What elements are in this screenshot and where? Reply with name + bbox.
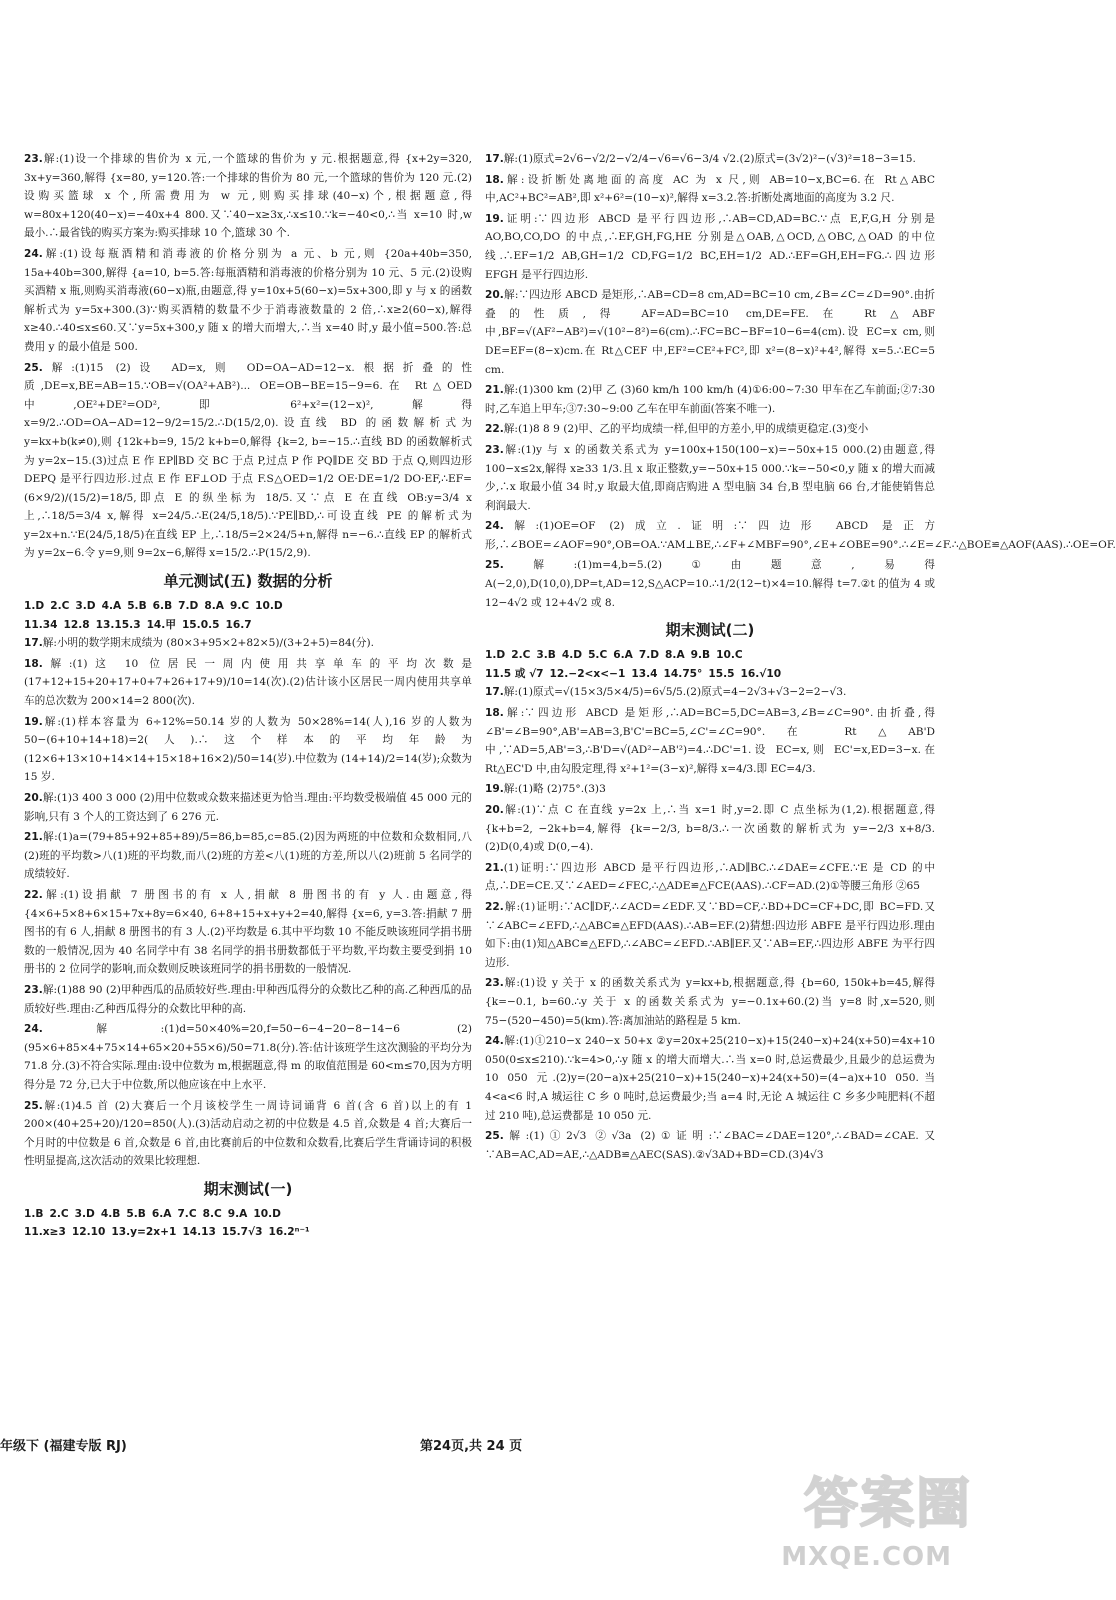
answer-item [24, 1020, 472, 1094]
short-answer: 15.5 [708, 667, 735, 680]
answer-text: 解:(1)OE=OF (2)成立.证明:∵四边形 ABCD 是正方形,∴∠BOE=∠AOF=90°,OB=OA.∵AM⊥BE,∴∠F+∠MBF=90°,∠E+∠OBE=90°.∴∠E=∠F.∴△BOE≌△AOF(AAS).∴OE=OF. [485, 520, 1116, 551]
answer-item [24, 634, 472, 653]
answer-text: 解:(1)300 km (2)甲 乙 (3)60 km/h 100 km/h (4)①6:00~7:30 甲车在乙车前面;②7:30 时,乙车追上甲车;③7:30~9:00 乙车在甲车前面(答案不唯一). [485, 384, 935, 415]
answer-item [485, 420, 935, 439]
watermark-url: MXQE.COM [781, 1542, 952, 1572]
short-answer: 3.D [74, 1207, 95, 1220]
answer-item [485, 556, 935, 612]
watermark-logo-mark: 答案圈 [804, 1472, 972, 1535]
final1-fill-answers [24, 1223, 472, 1242]
left-column [24, 150, 472, 1242]
answer-item [485, 150, 935, 169]
short-answer: 16.√10 [740, 667, 782, 680]
short-answer: 1.D [24, 600, 45, 613]
unit5-choice-answers [24, 597, 472, 616]
answer-number: 24. [24, 1023, 43, 1036]
short-answer: 5.B [126, 1207, 146, 1220]
footer-page-number: 第24页,共 24 页 [420, 1439, 523, 1454]
answer-item [485, 704, 935, 778]
short-answer: 6.B [152, 600, 173, 613]
right-answers-block-2 [485, 683, 935, 1164]
short-answer: 8.A [204, 600, 224, 613]
short-answer: 8.C [202, 1207, 222, 1220]
answer-item [24, 789, 472, 826]
short-answer: 11.x≥3 [24, 1226, 66, 1239]
short-answer: 16.7 [225, 618, 252, 631]
answer-text: 解:(1)样本容量为 6÷12%=50.14 岁的人数为 50×28%=14(人),16 岁的人数为 50−(6+10+14+18)=2(人).∴这个样本的平均年龄为 (12×6+13×10+14×14+15×18+16×2)/50=14(岁).中位数为 (14+14)/2=14(岁);众数为 15 岁. [24, 715, 472, 784]
short-answer: 9.C [229, 600, 250, 613]
short-answer: 14.75° [663, 667, 703, 680]
short-answer: 3.D [75, 600, 96, 613]
short-answer: 8.A [665, 649, 685, 662]
answer-text: (1)证明:∵四边形 ABCD 是平行四边形,∴AD∥BC.∴∠DAE=∠CFE.∵E 是 CD 的中点,∴DE=CE.又∵∠AED=∠FEC,∴△ADE≌△FCE(AAS).∴CF=AD.(2)①等腰三角形 ②65 [485, 861, 935, 893]
answer-item [485, 1127, 935, 1164]
answer-item [485, 974, 935, 1030]
answer-number: 19. [24, 715, 43, 728]
short-answer: 5.B [127, 600, 147, 613]
answer-text: 解:∵四边形 ABCD 是矩形,∴AB=CD=8 cm,AD=BC=10 cm,∠B=∠C=∠D=90°.由折叠的性质,得 AF=AD=BC=10 cm,DE=FE.在 Rt△ABF 中,BF=√(AF²−AB²)=√(10²−8²)=6(cm).∴FC=BC−BF=10−6=4(cm).设 EC=x cm,则 DE=EF=(8−x)cm.在 Rt△CEF 中,EF²=CE²+FC²,即 x²=(8−x)²+4²,解得 x=5.∴EC=5 cm. [485, 289, 935, 376]
left-answers-block-1 [24, 150, 472, 563]
answer-text: 解:(1)设捐献 7 册图书的有 x 人,捐献 8 册图书的有 y 人.由题意,得 {4×6+5×8+6×15+7x+8y=6×40, 6+8+15+x+y+2=40,解得 {x=6, y=3.答:捐献 7 册图书的有 6 人,捐献 8 册图书的有 3 人.(2)平均数是 6.其中平均数 10 不能反映该班同学捐书册数的一般情况,因为 40 名同学中有 38 名同学的捐书册数都低于平均数,平均数主要受到捐 10 册书的 2 位同学的影响,而众数则反映该班同学的捐书册数的一般情况. [24, 888, 472, 976]
answer-text: 解:小明的数学期末成绩为 (80×3+95×2+82×5)/(3+2+5)=84(分). [42, 637, 374, 650]
page-footer [0, 1435, 1000, 1459]
answer-text: 解:(1)证明:∵AC∥DF,∴∠ACD=∠EDF.又∵BD=CF,∴BD+DC=CF+DC,即 BC=FD.又∵∠ABC=∠EFD,∴△ABC≌△EFD(AAS).∴AB=EF.(2)猜想:四边形 ABFE 是平行四边形.理由如下:由(1)知△ABC≌△EFD,∴∠ABC=∠EFD.∴AB∥EF.又∵AB=EF,∴四边形 ABFE 为平行四边形. [485, 900, 935, 969]
answer-item [24, 1097, 472, 1171]
answer-number: 17. [485, 686, 504, 699]
left-answers-block-2 [24, 634, 472, 1171]
answer-text: 解:(1)m=4,b=5.(2)①由题意,易得 A(−2,0),D(10,0),DP=t,AD=12,S△ACP=10.∴1/2(12−t)×4=10.解得 t=7.②t 的值为 4 或 12−4√2 或 12+4√2 或 8. [485, 559, 935, 609]
answer-number: 23. [24, 983, 43, 996]
answer-number: 19. [485, 783, 504, 796]
answer-number: 25. [485, 559, 504, 572]
short-answer: 14.13 [182, 1226, 216, 1239]
short-answer: 14.甲 [146, 618, 176, 631]
answer-text: 解:(1)8 8 9 (2)甲、乙的平均成绩一样,但甲的方差小,甲的成绩更稳定.(3)变小 [503, 423, 869, 436]
short-answer: 6.A [151, 1207, 172, 1220]
answer-text: 解:(1)原式=2√6−√2/2−√2/4−√6=√6−3/4 √2.(2)原式=(3√2)²−(√3)²=18−3=15. [503, 153, 916, 165]
answer-text: 解:(1)3 400 3 000 (2)用中位数或众数来描述更为恰当.理由:平均数受极端值 45 000 元的影响,只有 3 个人的工资达到了 6 276 元. [24, 792, 472, 823]
short-answer: 7.D [178, 600, 199, 613]
short-answer: 11.34 [24, 618, 58, 631]
answer-item [485, 210, 935, 284]
short-answer: 4.D [561, 649, 583, 662]
answer-text: 解:(1)15 (2)设 AD=x,则 OD=OA−AD=12−x.根据折叠的性质,DE=x,BE=AB=15.∵OB=√(OA²+AB²)... OE=OB−BE=15−9=6.在 Rt△OED 中,OE²+DE²=OD²,即 6²+x²=(12−x)²,解得 x=9/2.∴OD=OA−AD=12−9/2=15/2.∴D(15/2,0).设直线 BD 的函数解析式为 y=kx+b(k≠0),则 {12k+b=9, 15/2 k+b=0,解得 {k=2, b=−15.∴直线 BD 的函数解析式为 y=2x−15.(3)过点 E 作 EP∥BD 交 BC 于点 P,过点 P 作 PQ∥DE 交 BD 于点 Q,则四边形 DEPQ 是平行四边形.过点 E 作 EF⊥OD 于点 F.S△OED=1/2 OE·DE=1/2 DO·EF,∴EF=(6×9/2)/(15/2)=18/5,即点 E 的纵坐标为 18/5.又∵点 E 在直线 OB:y=3/4 x 上,∴18/5=3/4 x,解得 x=24/5.∴E(24/5,18/5).∵PE∥BD,∴可设直线 PE 的解析式为 y=2x+n.∵E(24/5,18/5)在直线 EP 上,∴18/5=2×24/5+n,解得 n=−6.∴直线 EP 的解析式为 y=2x−6.令 y=9,则 9=2x−6,解得 x=15/2.∴P(15/2,9). [24, 361, 472, 560]
answer-item [485, 286, 935, 379]
short-answer: 3.B [536, 649, 556, 662]
answer-item [485, 517, 1116, 554]
answer-number: 18. [485, 707, 504, 720]
answer-text: 解:(1)①210−x 240−x 50+x ②y=20x+25(210−x)+15(240−x)+24(x+50)=4x+10 050(0≤x≤210).∵k=4>0,∴y 随 x 的增大而增大.∴当 x=0 时,总运费最少,且最少的总运费为 10 050 元.(2)y=(20−a)x+25(210−x)+15(240−x)+24(x+50)=(4−a)x+10 050.当 4<a<6 时,A 城运往 C 乡 0 吨时,总运费最少;当 a=4 时,无论 A 城运往 C 乡多少吨肥料(不超过 210 吨),总运费都是 10 050 元. [485, 1035, 935, 1122]
answer-text: 解:(1)a=(79+85+92+85+89)/5=86,b=85,c=85.(2)因为两班的中位数和众数相同,八(2)班的平均数>八(1)班的平均数,而八(2)班的方差<八(1)班的方差,所以八(2)班前 5 名同学的成绩较好. [24, 831, 472, 881]
answer-number: 21. [485, 384, 504, 397]
answer-item [24, 245, 472, 357]
short-answer: 5.C [588, 649, 608, 662]
answer-text: 解:(1)设每瓶酒精和消毒液的价格分别为 a 元、b 元,则 {20a+40b=350, 15a+40b=300,解得 {a=10, b=5.答:每瓶酒精和消毒液的价格分别为 10 元、5 元.(2)设购买酒精 x 瓶,则购买消毒液(60−x)瓶,由题意,得 y=10x+5(60−x)=5x+300,即 y 与 x 的函数解析式为 y=5x+300.(3)∵购买酒精的数量不少于消毒液数量的 2 倍,∴x≥2(60−x),解得 x≥40.∴40≤x≤60.又∵y=5x+300,y 随 x 的增大而增大,∴当 x=40 时,y 最小值=500.答:总费用 y 的最小值是 500. [24, 247, 472, 353]
answer-number: 20. [485, 289, 504, 302]
answer-text: 解:(1)略 (2)75°.(3)3 [503, 783, 606, 796]
answer-text: 解:(1)∵点 C 在直线 y=2x 上,∴当 x=1 时,y=2.即 C 点坐标为(1,2).根据题意,得 {k+b=2, −2k+b=4,解得 {k=−2/3, b=8/3.∴一次函数的解析式为 y=−2/3 x+8/3.(2)D(0,4)或 D(0,−4). [485, 804, 935, 854]
short-answer: 10.D [255, 600, 283, 613]
answer-number: 23. [485, 443, 504, 456]
short-answer: 7.D [638, 649, 660, 662]
answer-number: 25. [24, 1099, 43, 1112]
short-answer: 10.D [253, 1207, 281, 1220]
answer-item [485, 859, 935, 896]
answer-text: 解:(1)这 10 位居民一周内使用共享单车的平均次数是 (17+12+15+20+17+0+7+26+17+9)/10=14(次).(2)估计该小区居民一周内使用共享单车的总次数为 200×14=2 800(次). [24, 657, 472, 708]
short-answer: 1.B [24, 1207, 44, 1220]
answer-item [24, 655, 472, 711]
answer-text: 解:(1)y 与 x 的函数关系式为 y=100x+150(100−x)=−50x+15 000.(2)由题意,得 100−x≤2x,解得 x≥33 1/3.且 x 取正整数,y=−50x+15 000.∵k=−50<0,y 随 x 的增大而减少,∴x 取最小值 34 时,y 取最大值,即商店购进 A 型电脑 34 台,B 型电脑 66 台,才能使销售总利润最大. [485, 443, 935, 512]
answer-text: 解:(1)①2√3 ②√3a (2)①证明:∵∠BAC=∠DAE=120°,∴∠BAD=∠CAE.又∵AB=AC,AD=AE,∴△ADB≌△AEC(SAS).②√3AD+BD=CD.(3)4√3 [485, 1130, 935, 1161]
answer-text: 解:(1)设一个排球的售价为 x 元,一个篮球的售价为 y 元.根据题意,得 {x+2y=320, 3x+y=360,解得 {x=80, y=120.答:一个排球的售价为 80 元,一个篮球的售价为 120 元.(2)设购买篮球 x 个,所需费用为 w 元,则购买排球(40−x)个,根据题意,得 w=80x+120(40−x)=−40x+4 800.又∵40−x≥3x,∴x≤10.∵k=−40<0,∴当 x=10 时,w 最小.∴最省钱的购买方案为:购买排球 10 个,篮球 30 个. [24, 153, 472, 240]
answer-number: 24. [485, 520, 504, 533]
answer-item [485, 780, 935, 799]
answer-number: 21. [485, 861, 504, 874]
short-answer: 12.−2<x<−1 [549, 667, 626, 680]
answer-number: 22. [485, 900, 504, 913]
section-title-final1: 期末测试(一) [203, 1179, 293, 1198]
answer-number: 25. [24, 361, 43, 374]
short-answer: 2.C [511, 649, 531, 662]
answer-number: 25. [485, 1130, 504, 1143]
footer-grade-edition: 年级下 (福建专版 RJ) [0, 1439, 127, 1454]
answer-text: 解:(1)88 90 (2)甲种西瓜的品质较好些.理由:甲种西瓜得分的众数比乙种的高.乙种西瓜的品质较好些.理由:乙种西瓜得分的众数比甲种的高. [24, 983, 472, 1015]
answer-number: 19. [485, 212, 504, 225]
answer-item [24, 981, 472, 1018]
answer-item [485, 171, 935, 208]
answer-number: 23. [485, 977, 504, 990]
answer-text: 解:设折断处离地面的高度 AC 为 x 尺,则 AB=10−x,BC=6.在 Rt△ABC 中,AC²+BC²=AB²,即 x²+6²=(10−x)²,解得 x=3.2.答:折断处离地面的高度为 3.2 尺. [485, 173, 935, 205]
answer-number: 18. [485, 173, 504, 186]
short-answer: 4.B [100, 1207, 121, 1220]
answer-number: 17. [24, 637, 43, 650]
answer-item [485, 441, 935, 515]
right-column [485, 150, 1116, 1166]
answer-text: 解:∵四边形 ABCD 是矩形,∴AD=BC=5,DC=AB=3,∠B=∠C=90°.由折叠,得∠B'=∠B=90°,AB'=AB=3,B'C'=BC=5,∠C'=∠C=90°.在 Rt△AB'D 中,∵AD=5,AB'=3,∴B'D=√(AD²−AB'²)=4.∴DC'=1.设 EC=x,则 EC'=x,ED=3−x.在 Rt△EC'D 中,由勾股定理,得 x²+1²=(3−x)²,解得 x=4/3.即 EC=4/3. [485, 707, 935, 775]
short-answer: 10.C [716, 649, 743, 662]
short-answer: 11.5 或 √7 [485, 667, 544, 680]
answer-number: 22. [24, 888, 43, 901]
answer-number: 24. [24, 247, 43, 260]
answer-item [485, 898, 935, 972]
answer-number: 21. [24, 831, 43, 844]
answer-item [485, 1032, 935, 1125]
answer-item [485, 801, 935, 857]
final1-choice-answers [24, 1205, 472, 1224]
answer-number: 20. [24, 792, 43, 804]
short-answer: 12.8 [63, 618, 90, 631]
answer-number: 18. [24, 657, 43, 670]
final2-choice-answers [485, 646, 935, 665]
short-answer: 15.0.5 [181, 618, 220, 631]
short-answer: 13.y=2x+1 [111, 1226, 177, 1239]
short-answer: 13.4 [631, 667, 658, 680]
final2-fill-answers [485, 665, 935, 684]
short-answer: 9.A [227, 1207, 248, 1220]
answer-item [24, 713, 472, 787]
short-answer: 6.A [613, 649, 633, 662]
watermark-logo [762, 1462, 982, 1572]
answer-text: 解:(1)d=50×40%=20,f=50−6−4−20−8−14−6 (2)(95×6+85×4+75×14+65×20+55×6)/50=71.8(分).答:估计该班学生这次测验的平均分为 71.8 分.(3)不符合实际.理由:设中位数为 m,根据题意,得 m 的取值范围是 60<m≤70,因为方明得分是 72 分,已大于中位数,所以他应该在中上水平. [24, 1023, 472, 1091]
short-answer: 12.10 [71, 1226, 106, 1239]
unit5-fill-answers [24, 616, 472, 635]
answer-number: 24. [485, 1035, 504, 1048]
section-title-final2: 期末测试(二) [665, 621, 755, 640]
short-answer: 13.15.3 [95, 618, 141, 631]
answer-text: 解:(1)4.5 首 (2)大赛后一个月该校学生一周诗词诵背 6 首(含 6 首)以上的有 1 200×(40+25+20)/120=850(人).(3)活动启动之初的中位数是 4.5 首,众数是 4 首;大赛后一个月时的中位数是 6 首,众数是 6 首,由比赛前后的中位数和众数看,比赛后学生背诵诗词的积极性明显提高,这次活动的效果比较理想. [24, 1099, 472, 1168]
answer-item [24, 886, 472, 979]
short-answer: 15.7√3 [221, 1226, 263, 1239]
answer-item [485, 683, 935, 702]
short-answer: 2.C [50, 600, 70, 613]
answer-number: 23. [24, 153, 43, 165]
short-answer: 16.2ⁿ⁻¹ [268, 1226, 310, 1239]
answer-item [24, 359, 472, 564]
answer-text: 解:(1)设 y 关于 x 的函数关系式为 y=kx+b,根据题意,得 {b=60, 150k+b=45,解得 {k=−0.1, b=60.∴y 关于 x 的函数关系式为 y=−0.1x+60.(2)当 y=8 时,x=520,则 75−(520−450)=5(km).答:离加油站的路程是 5 km. [485, 977, 935, 1027]
short-answer: 2.C [49, 1207, 69, 1220]
short-answer: 1.D [485, 649, 506, 662]
answer-item [24, 828, 472, 884]
answer-item [485, 381, 935, 418]
short-answer: 4.A [101, 600, 122, 613]
answer-text: 解:(1)原式=√(15×3/5×4/5)=6√5/5.(2)原式=4−2√3+√3−2=2−√3. [503, 686, 847, 699]
answer-text: 证明:∵四边形 ABCD 是平行四边形,∴AB=CD,AD=BC.∵点 E,F,G,H 分别是 AO,BO,CO,DO 的中点,∴EF,GH,FG,HE 分别是△OAB,△OCD,△OBC,△OAD 的中位线.∴EF=1/2 AB,GH=1/2 CD,FG=1/2 BC,EH=1/2 AD.∴EF=GH,EH=FG.∴四边形 EFGH 是平行四边形. [485, 212, 935, 281]
short-answer: 7.C [177, 1207, 197, 1220]
answer-number: 22. [485, 423, 504, 436]
section-title-unit5: 单元测试(五) 数据的分析 [163, 572, 333, 591]
answer-number: 17. [485, 153, 504, 165]
answer-number: 20. [485, 804, 504, 816]
short-answer: 9.B [690, 649, 711, 662]
answer-item [24, 150, 472, 243]
right-answers-block-1 [485, 150, 1116, 612]
